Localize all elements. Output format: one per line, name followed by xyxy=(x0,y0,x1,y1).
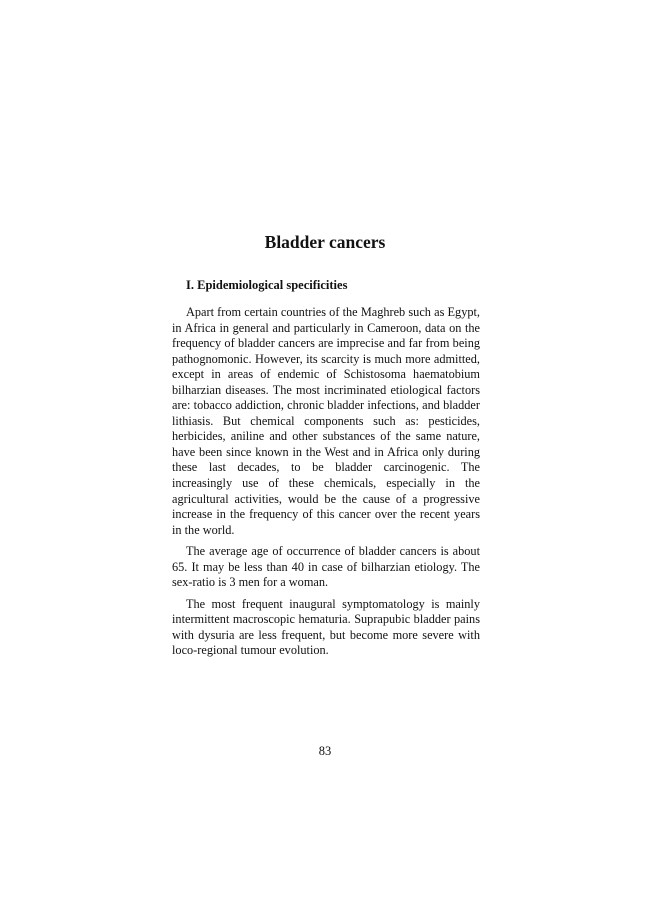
paragraph-symptomatology: The most frequent inaugural symptomatology is mainly intermittent macroscopic hematuria. Suprapubic bladder pains with dysuria are less frequent, but become more severe with loco-regional tumour evolution. xyxy=(172,596,480,658)
chapter-title: Bladder cancers xyxy=(264,232,386,252)
paragraph-epidemiology: Apart from certain countries of the Maghreb such as Egypt, in Africa in general and particularly in Cameroon, data on the frequency of bladder cancers are imprecise and far from being pathognomonic. However, its scarcity is much more admitted, except in areas of endemic of Schistosoma haematobium bilharzian diseases. The most incriminated etiological factors are: tobacco addiction, chronic bladder infections, and bladder lithiasis. But chemical components such as: pesticides, herbicides, aniline and other substances of the same nature, have been since known in the West and in Africa only during these last decades, to be bladder carcinogenic. The increasingly use of these chemicals, especially in the agricultural activities, would be the cause of a progressive increase in the frequency of this cancer over the recent years in the world. xyxy=(172,305,480,537)
body-text xyxy=(172,305,480,665)
page-number: 83 xyxy=(318,744,332,758)
section-heading: I. Epidemiological specificities xyxy=(186,278,348,292)
paragraph-average-age: The average age of occurrence of bladder cancers is about 65. It may be less than 40 in case of bilharzian etiology. The sex-ratio is 3 men for a woman. xyxy=(172,544,480,590)
